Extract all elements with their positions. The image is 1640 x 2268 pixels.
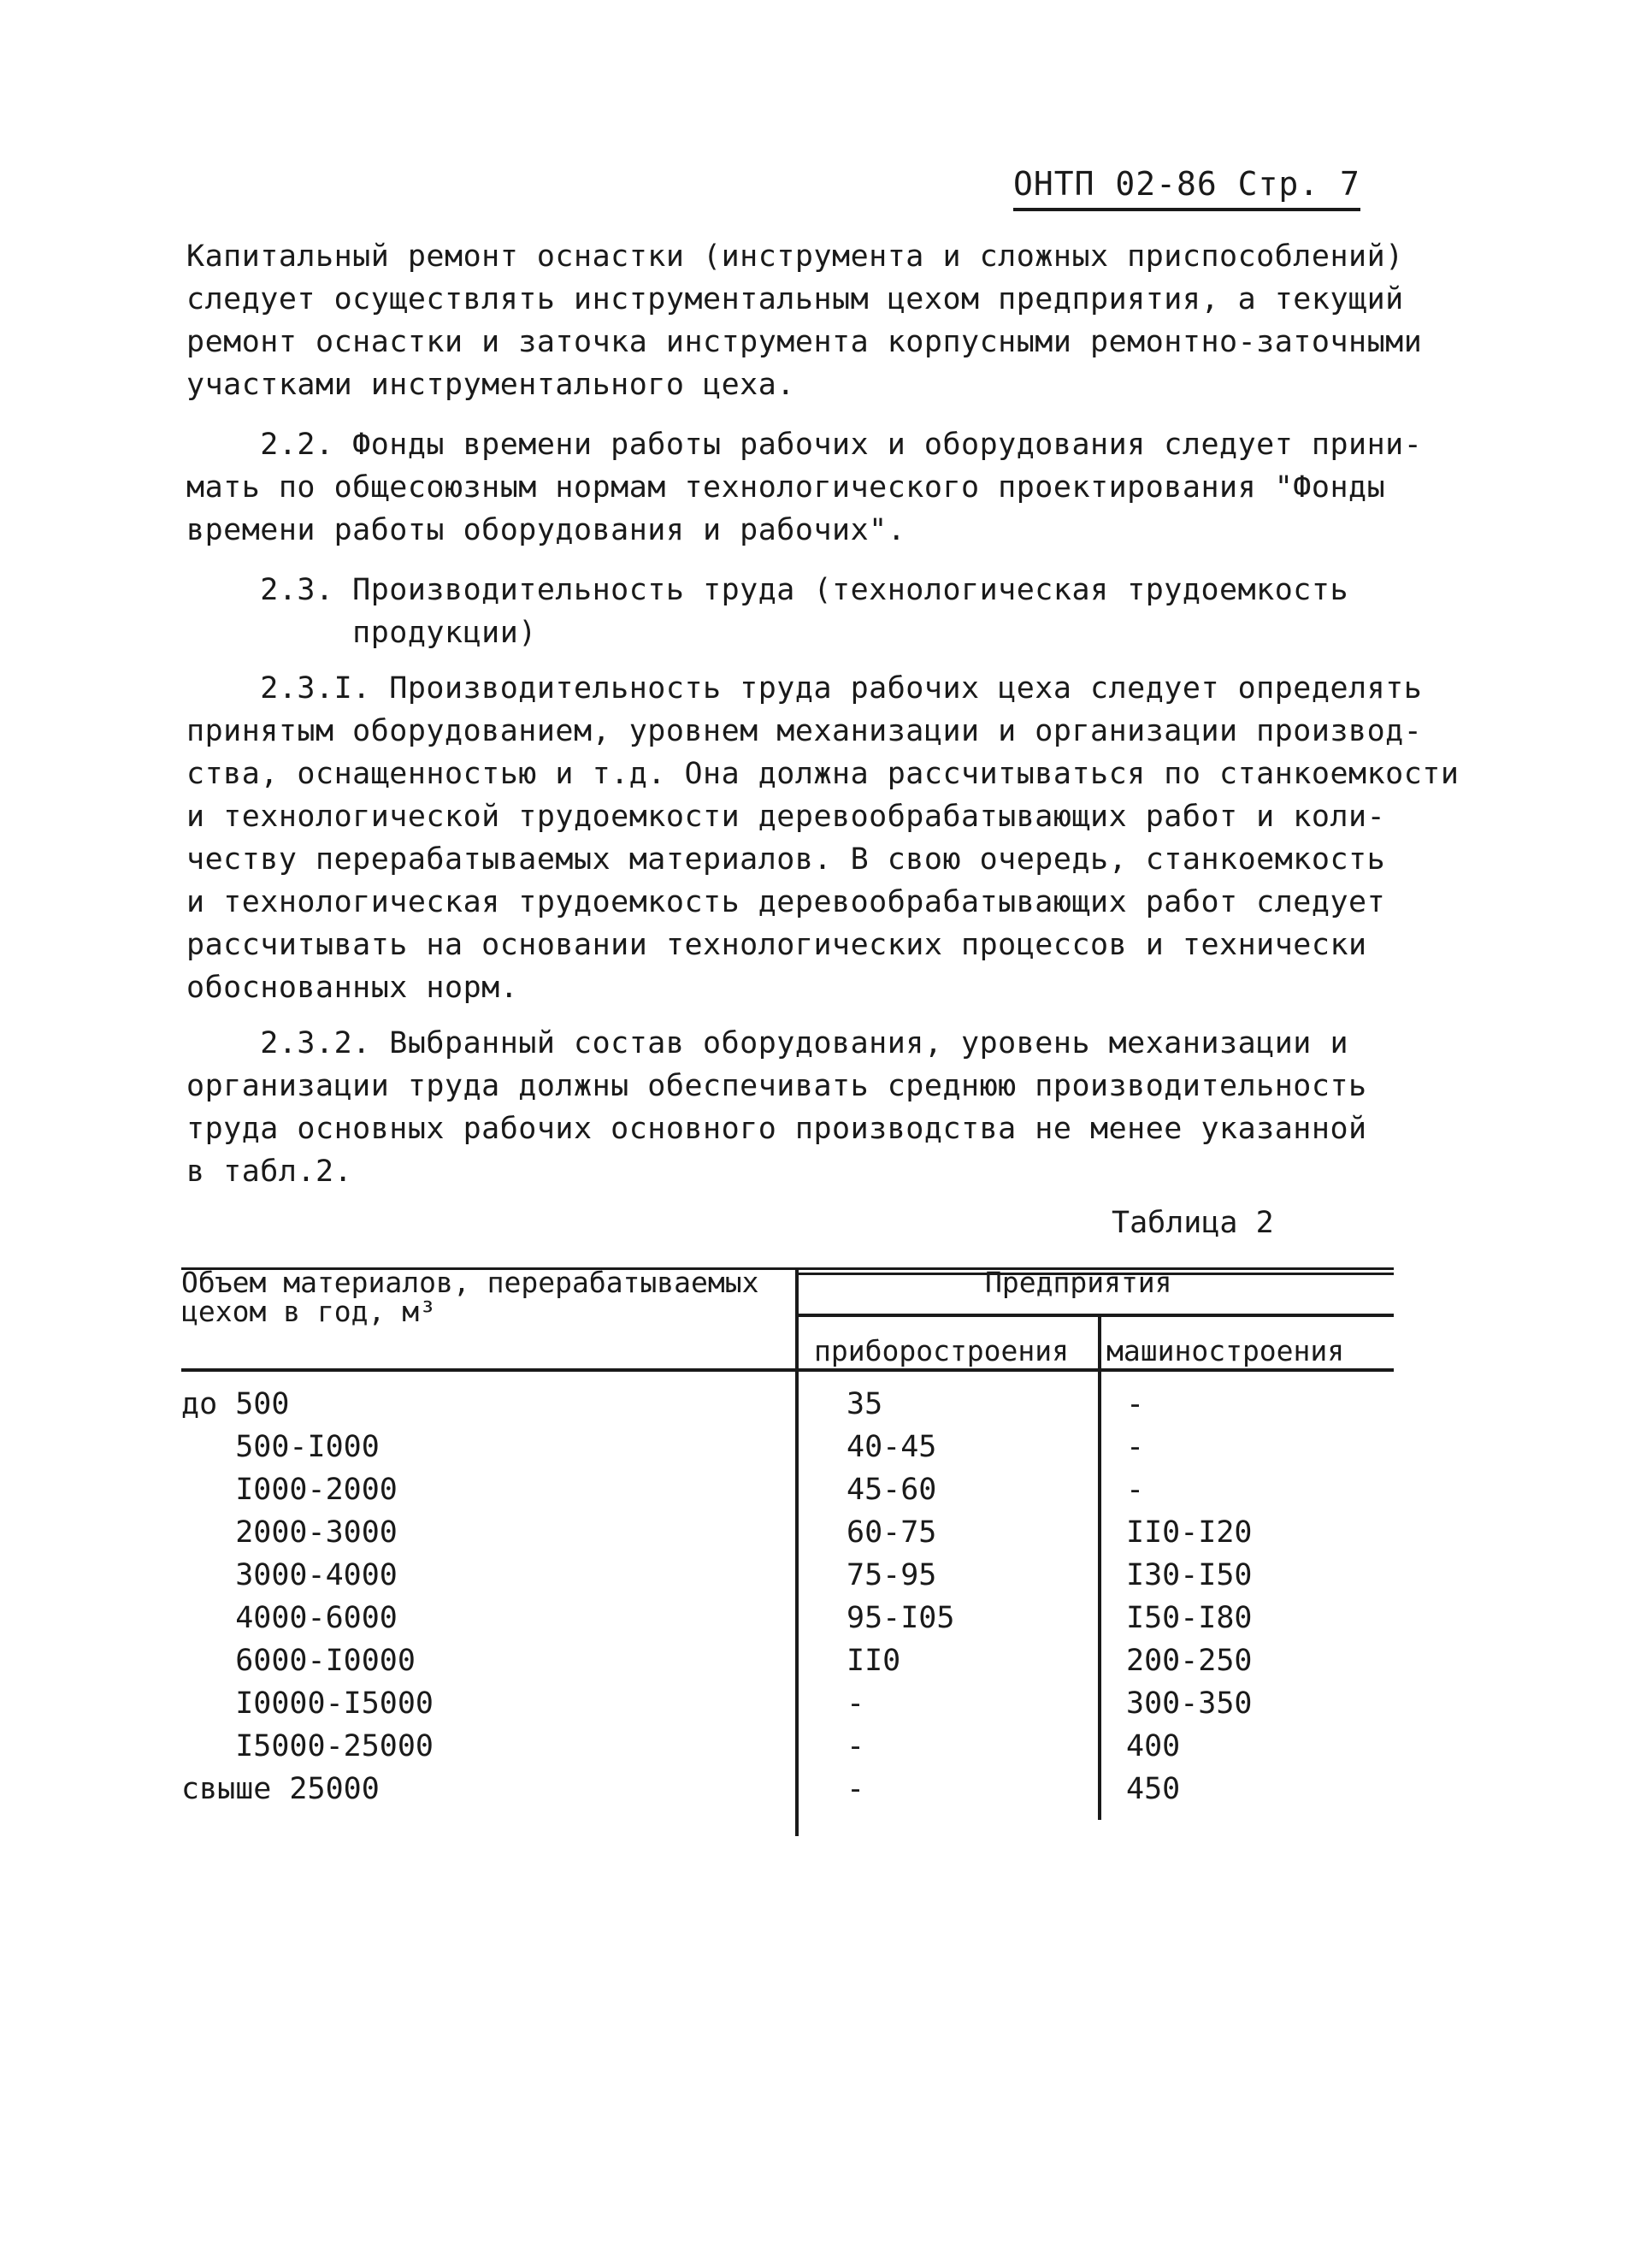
cell-machine: 200-250 — [1126, 1644, 1253, 1678]
column-group-header-enterprises: Предприятия — [985, 1266, 1172, 1299]
cell-instrument: 75-95 — [847, 1558, 937, 1592]
cell-instrument: II0 — [847, 1644, 901, 1678]
paragraph-repair — [186, 235, 1423, 406]
text-line: рассчитывать на основании технологических процессов и технически — [186, 928, 1367, 962]
text-line: 2.2. Фонды времени работы рабочих и оборудования следует прини- — [186, 428, 1423, 462]
text-line: организации труда должны обеспечивать среднюю производительность — [186, 1069, 1367, 1103]
text-line: Капитальный ремонт оснастки (инструмента и сложных приспособлений) — [186, 239, 1404, 274]
paragraph-2-3-1 — [186, 667, 1460, 1009]
cell-machine: 450 — [1126, 1772, 1181, 1806]
paragraph-2-2 — [186, 423, 1423, 552]
column-header-machine: машиностроения — [1106, 1334, 1345, 1367]
cell-machine: 400 — [1126, 1729, 1181, 1763]
text-line: честву перерабатываемых материалов. В свою очередь, станкоемкость — [186, 842, 1386, 877]
text-line: следует осуществлять инструментальным цехом предприятия, а текущий — [186, 282, 1404, 316]
text-line: и технологической трудоемкости деревообрабатывающих работ и коли- — [186, 800, 1386, 834]
header-bottom-border — [181, 1368, 1394, 1372]
text-line: и технологическая трудоемкость деревообрабатывающих работ следует — [186, 885, 1386, 919]
cell-machine: - — [1126, 1430, 1145, 1464]
cell-machine: I50-I80 — [1126, 1601, 1253, 1635]
paragraph-2-3-2 — [186, 1022, 1401, 1193]
section-heading-2-3 — [186, 569, 1401, 654]
column-header-volume: Объем материалов, перерабатываемых — [181, 1266, 759, 1299]
text-line: в табл.2. — [186, 1155, 353, 1189]
cell-instrument: 35 — [847, 1387, 883, 1421]
cell-machine: I30-I50 — [1126, 1558, 1253, 1592]
cell-machine: 300-350 — [1126, 1686, 1253, 1721]
cell-volume: до 500 — [181, 1387, 290, 1421]
cell-volume: 3000-4000 — [181, 1558, 398, 1592]
text-line: ства, оснащенностью и т.д. Она должна рассчитываться по станкоемкости — [186, 757, 1460, 791]
cell-instrument: 95-I05 — [847, 1601, 955, 1635]
text-line: мать по общесоюзным нормам технологического проектирования "Фонды — [186, 470, 1386, 505]
column-header-volume-unit: цехом в год, м³ — [181, 1295, 437, 1328]
column-divider-2 — [1098, 1315, 1101, 1820]
table-caption: Таблица 2 — [1112, 1206, 1274, 1240]
text-line: ремонт оснастки и заточка инструмента корпусными ремонтно-заточными — [186, 325, 1423, 359]
cell-instrument: 45-60 — [847, 1473, 937, 1507]
productivity-table — [181, 1267, 1395, 1836]
cell-volume: 6000-I0000 — [181, 1644, 416, 1678]
cell-volume: I000-2000 — [181, 1473, 398, 1507]
cell-volume: 2000-3000 — [181, 1515, 398, 1550]
document-reference: ОНТП 02-86 Стр. 7 — [1013, 165, 1360, 211]
text-line: 2.3.2. Выбранный состав оборудования, уровень механизации и — [186, 1026, 1349, 1060]
column-header-instrument: приборостроения — [814, 1334, 1070, 1367]
cell-volume: 500-I000 — [181, 1430, 380, 1464]
text-line: обоснованных норм. — [186, 971, 519, 1005]
cell-instrument: - — [847, 1729, 865, 1763]
cell-machine: - — [1126, 1473, 1145, 1507]
text-line: труда основных рабочих основного производства не менее указанной — [186, 1112, 1367, 1146]
text-line: 2.3.I. Производительность труда рабочих цеха следует определять — [186, 671, 1423, 706]
cell-instrument: - — [847, 1772, 865, 1806]
text-line: времени работы оборудования и рабочих". — [186, 513, 906, 547]
cell-volume: I0000-I5000 — [181, 1686, 434, 1721]
text-line: продукции) — [186, 616, 537, 650]
cell-volume: 4000-6000 — [181, 1601, 398, 1635]
cell-volume: I5000-25000 — [181, 1729, 434, 1763]
text-line: принятым оборудованием, уровнем механизации и организации производ- — [186, 714, 1423, 748]
text-line: участками инструментального цеха. — [186, 368, 795, 402]
cell-instrument: 60-75 — [847, 1515, 937, 1550]
group-header-divider — [797, 1314, 1394, 1317]
cell-instrument: 40-45 — [847, 1430, 937, 1464]
text-line: 2.3. Производительность труда (технологическая трудоемкость — [186, 573, 1349, 607]
cell-machine: - — [1126, 1387, 1145, 1421]
cell-volume: свыше 25000 — [181, 1772, 380, 1806]
cell-instrument: - — [847, 1686, 865, 1721]
column-divider-1 — [795, 1267, 799, 1836]
cell-machine: II0-I20 — [1126, 1515, 1253, 1550]
